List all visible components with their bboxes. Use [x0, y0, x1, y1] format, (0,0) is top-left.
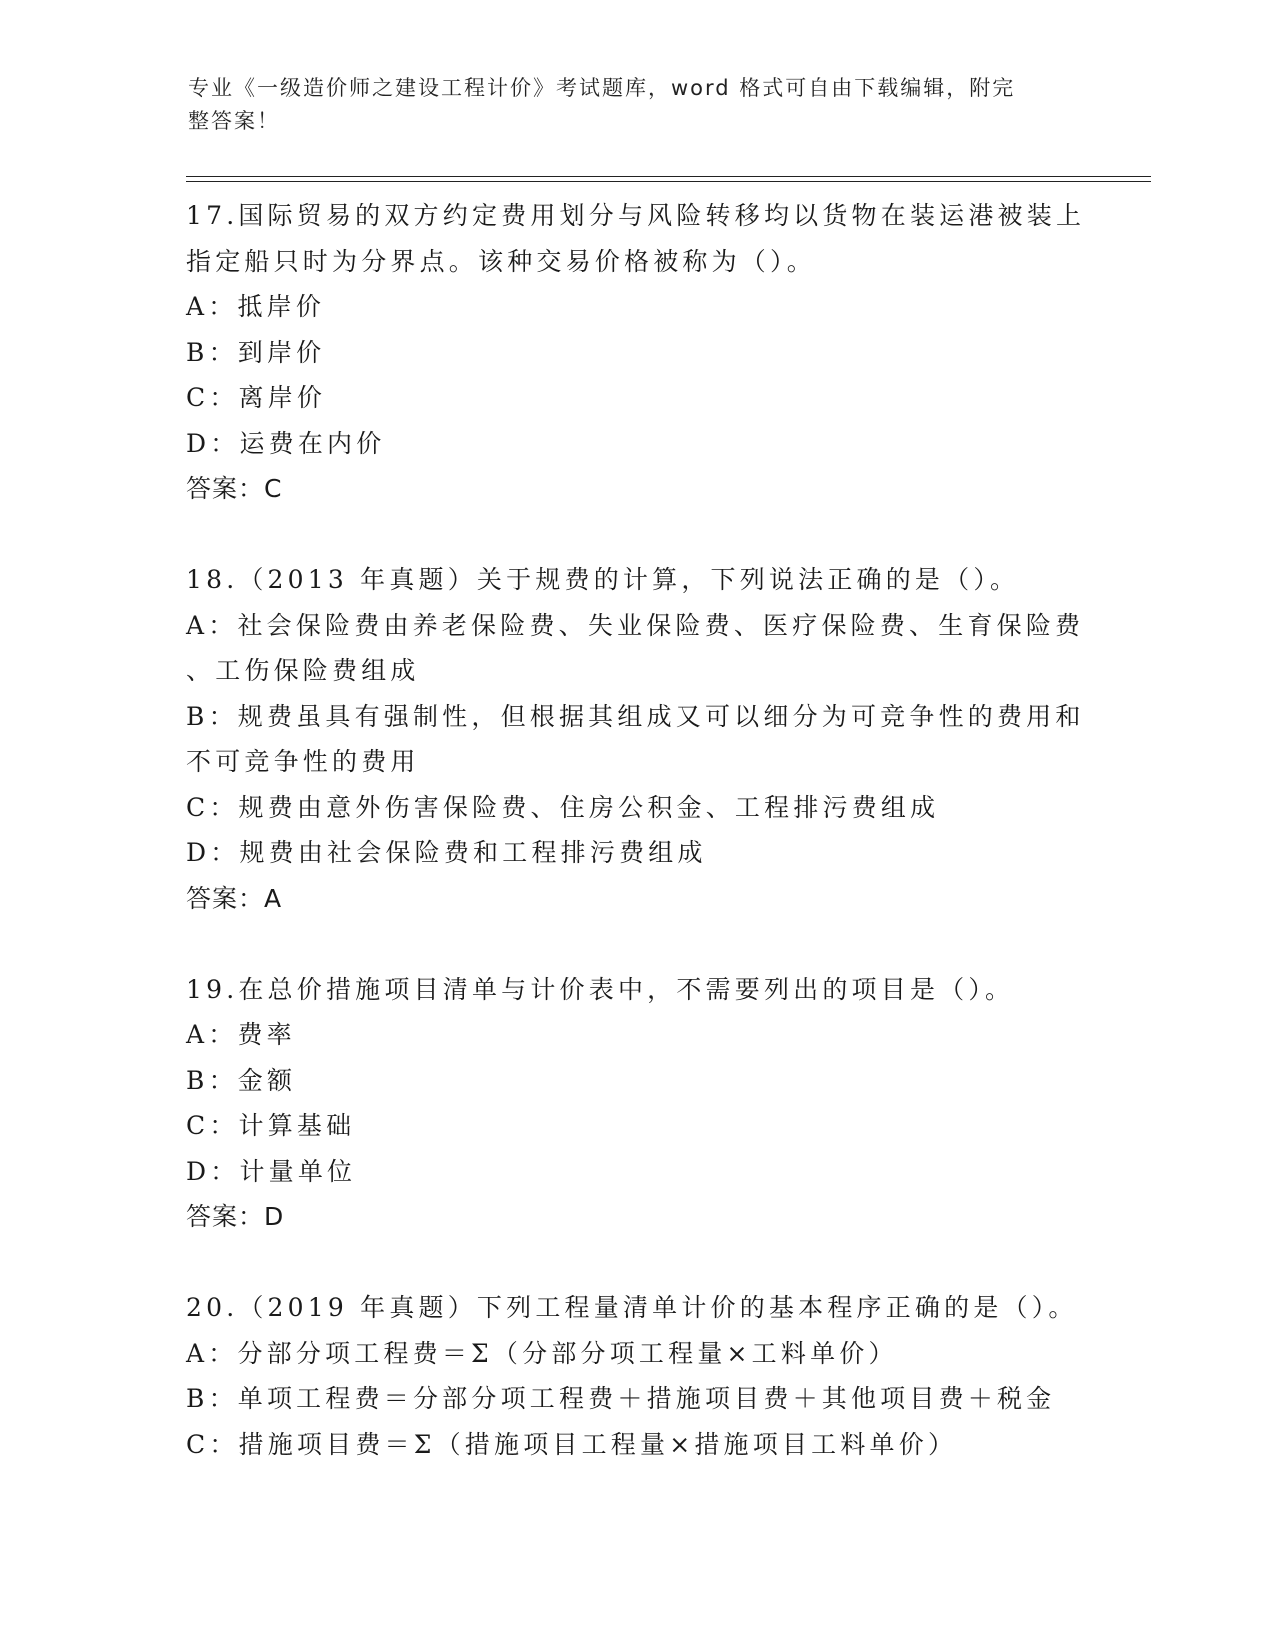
- option-b: B：规费虽具有强制性，但根据其组成又可以细分为可竞争性的费用和: [186, 701, 1085, 731]
- question-stem-line: 指定船只时为分界点。该种交易价格被称为（）。: [186, 246, 816, 276]
- option-d: D：运费在内价: [186, 428, 386, 458]
- option-a: A：抵岸价: [186, 292, 326, 321]
- question-19: [186, 967, 1086, 1240]
- option-b: B：到岸价: [186, 337, 326, 367]
- option-a-continued: 、工伤保险费组成: [186, 656, 420, 685]
- header-divider-top: [186, 176, 1151, 177]
- document-header: [188, 72, 1068, 138]
- answer-line: 答案：C: [186, 474, 283, 503]
- option-d: D：计量单位: [186, 1156, 357, 1186]
- header-line-2: 整答案！: [188, 109, 280, 133]
- option-d: D：规费由社会保险费和工程排污费组成: [186, 838, 707, 867]
- answer-line: 答案：D: [186, 1202, 285, 1231]
- question-17: [186, 193, 1086, 512]
- option-b-continued: 不可竞争性的费用: [186, 747, 420, 776]
- option-b: B：单项工程费＝分部分项工程费＋措施项目费＋其他项目费＋税金: [186, 1384, 1056, 1413]
- spacer: [186, 921, 1086, 967]
- option-c: C：规费由意外伤害保险费、住房公积金、工程排污费组成: [186, 792, 940, 822]
- option-b: B：金额: [186, 1065, 297, 1095]
- question-18: [186, 557, 1086, 921]
- header-divider-bottom: [186, 181, 1151, 182]
- spacer: [186, 512, 1086, 558]
- question-stem-line: 19.在总价措施项目清单与计价表中，不需要列出的项目是（）。: [186, 974, 1015, 1004]
- option-c: C：措施项目费＝Σ（措施项目工程量×措施项目工料单价）: [186, 1429, 958, 1459]
- question-stem-line: 17.国际贸易的双方约定费用划分与风险转移均以货物在装运港被装上: [186, 201, 1086, 230]
- question-20: [186, 1285, 1086, 1467]
- question-stem-line: 18.（2013 年真题）关于规费的计算，下列说法正确的是（）。: [186, 565, 1020, 594]
- option-c: C：计算基础: [186, 1111, 356, 1140]
- question-stem-line: 20.（2019 年真题）下列工程量清单计价的基本程序正确的是（）。: [186, 1293, 1078, 1322]
- option-a: A：分部分项工程费＝Σ（分部分项工程量×工料单价）: [186, 1338, 898, 1368]
- option-c: C：离岸价: [186, 383, 327, 412]
- header-line-1: 专业《一级造价师之建设工程计价》考试题库，word 格式可自由下载编辑，附完: [188, 76, 1016, 100]
- question-list: [186, 193, 1086, 1467]
- option-a: A：社会保险费由养老保险费、失业保险费、医疗保险费、生育保险费: [186, 610, 1085, 640]
- answer-line: 答案：A: [186, 883, 283, 913]
- spacer: [186, 1240, 1086, 1286]
- option-a: A：费率: [186, 1020, 296, 1049]
